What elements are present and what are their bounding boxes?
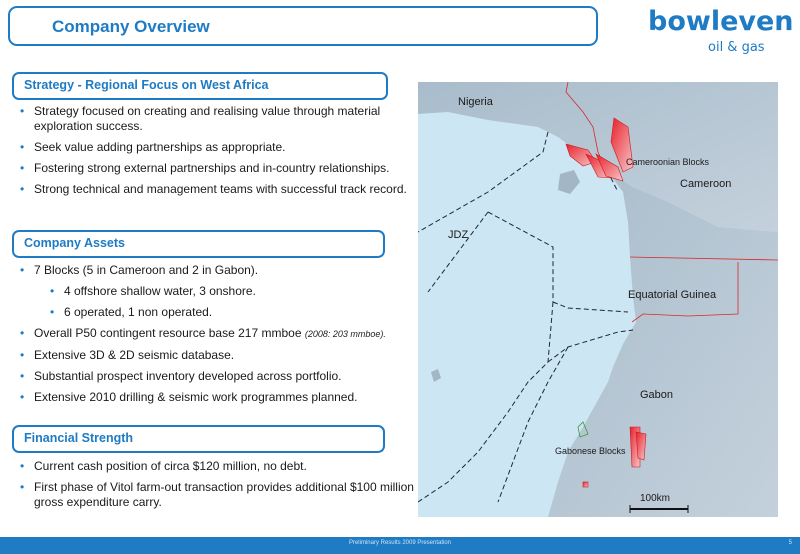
label-cameroonian-blocks: Cameroonian Blocks — [626, 157, 710, 167]
list-item-text: Overall P50 contingent resource base 217 mmboe — [34, 326, 302, 340]
list-subitem: • 6 operated, 1 non operated. — [20, 305, 415, 320]
list-item: • Fostering strong external partnerships and in-country relationships. — [20, 161, 415, 176]
logo-tagline: oil & gas — [708, 40, 765, 55]
page-title: Company Overview — [52, 17, 210, 36]
label-gabon: Gabon — [640, 389, 674, 401]
section-strategy-header — [12, 72, 388, 100]
resource-note: (2008: 203 mmboe). — [304, 329, 386, 339]
list-item: • Current cash position of circa $120 million, no debt. — [20, 459, 415, 474]
strategy-list — [20, 104, 415, 203]
assets-list — [20, 263, 415, 411]
list-item: • Strong technical and management teams with successful track record. — [20, 182, 415, 197]
list-item — [20, 326, 415, 342]
list-subitem: • 4 offshore shallow water, 3 onshore. — [20, 284, 415, 299]
footer-bar — [0, 537, 800, 554]
section-assets-header — [12, 230, 385, 258]
label-gabonese-blocks: Gabonese Blocks — [555, 446, 626, 456]
title-box — [8, 6, 598, 46]
list-item: • First phase of Vitol farm-out transaction provides additional $100 million gross expenditure carry. — [20, 480, 415, 510]
label-nigeria: Nigeria — [458, 96, 493, 108]
list-item: • Strategy focused on creating and realising value through material exploration success. — [20, 104, 415, 134]
list-item: • Substantial prospect inventory developed across portfolio. — [20, 369, 415, 384]
list-item: • Extensive 3D & 2D seismic database. — [20, 348, 415, 363]
label-cameroon: Cameroon — [680, 178, 732, 190]
financial-list — [20, 459, 415, 516]
section-title: Strategy - Regional Focus on West Africa — [24, 78, 269, 92]
page-number: 5 — [788, 540, 792, 546]
company-logo — [648, 6, 793, 56]
footer-text: Preliminary Results 2009 Presentation — [348, 540, 452, 546]
list-item: • Extensive 2010 drilling & seismic work programmes planned. — [20, 390, 415, 405]
label-scale: 100km — [640, 493, 671, 504]
section-title: Financial Strength — [24, 431, 134, 445]
region-map — [418, 82, 778, 517]
logo-wordmark: bowleven — [648, 6, 794, 37]
label-equatorial-guinea: Equatorial Guinea — [628, 289, 717, 301]
label-jdz: JDZ — [448, 229, 469, 241]
header — [0, 0, 800, 70]
section-title: Company Assets — [24, 236, 125, 250]
list-item: • 7 Blocks (5 in Cameroon and 2 in Gabon). — [20, 263, 415, 278]
list-item: • Seek value adding partnerships as appropriate. — [20, 140, 415, 155]
section-financial-header — [12, 425, 385, 453]
